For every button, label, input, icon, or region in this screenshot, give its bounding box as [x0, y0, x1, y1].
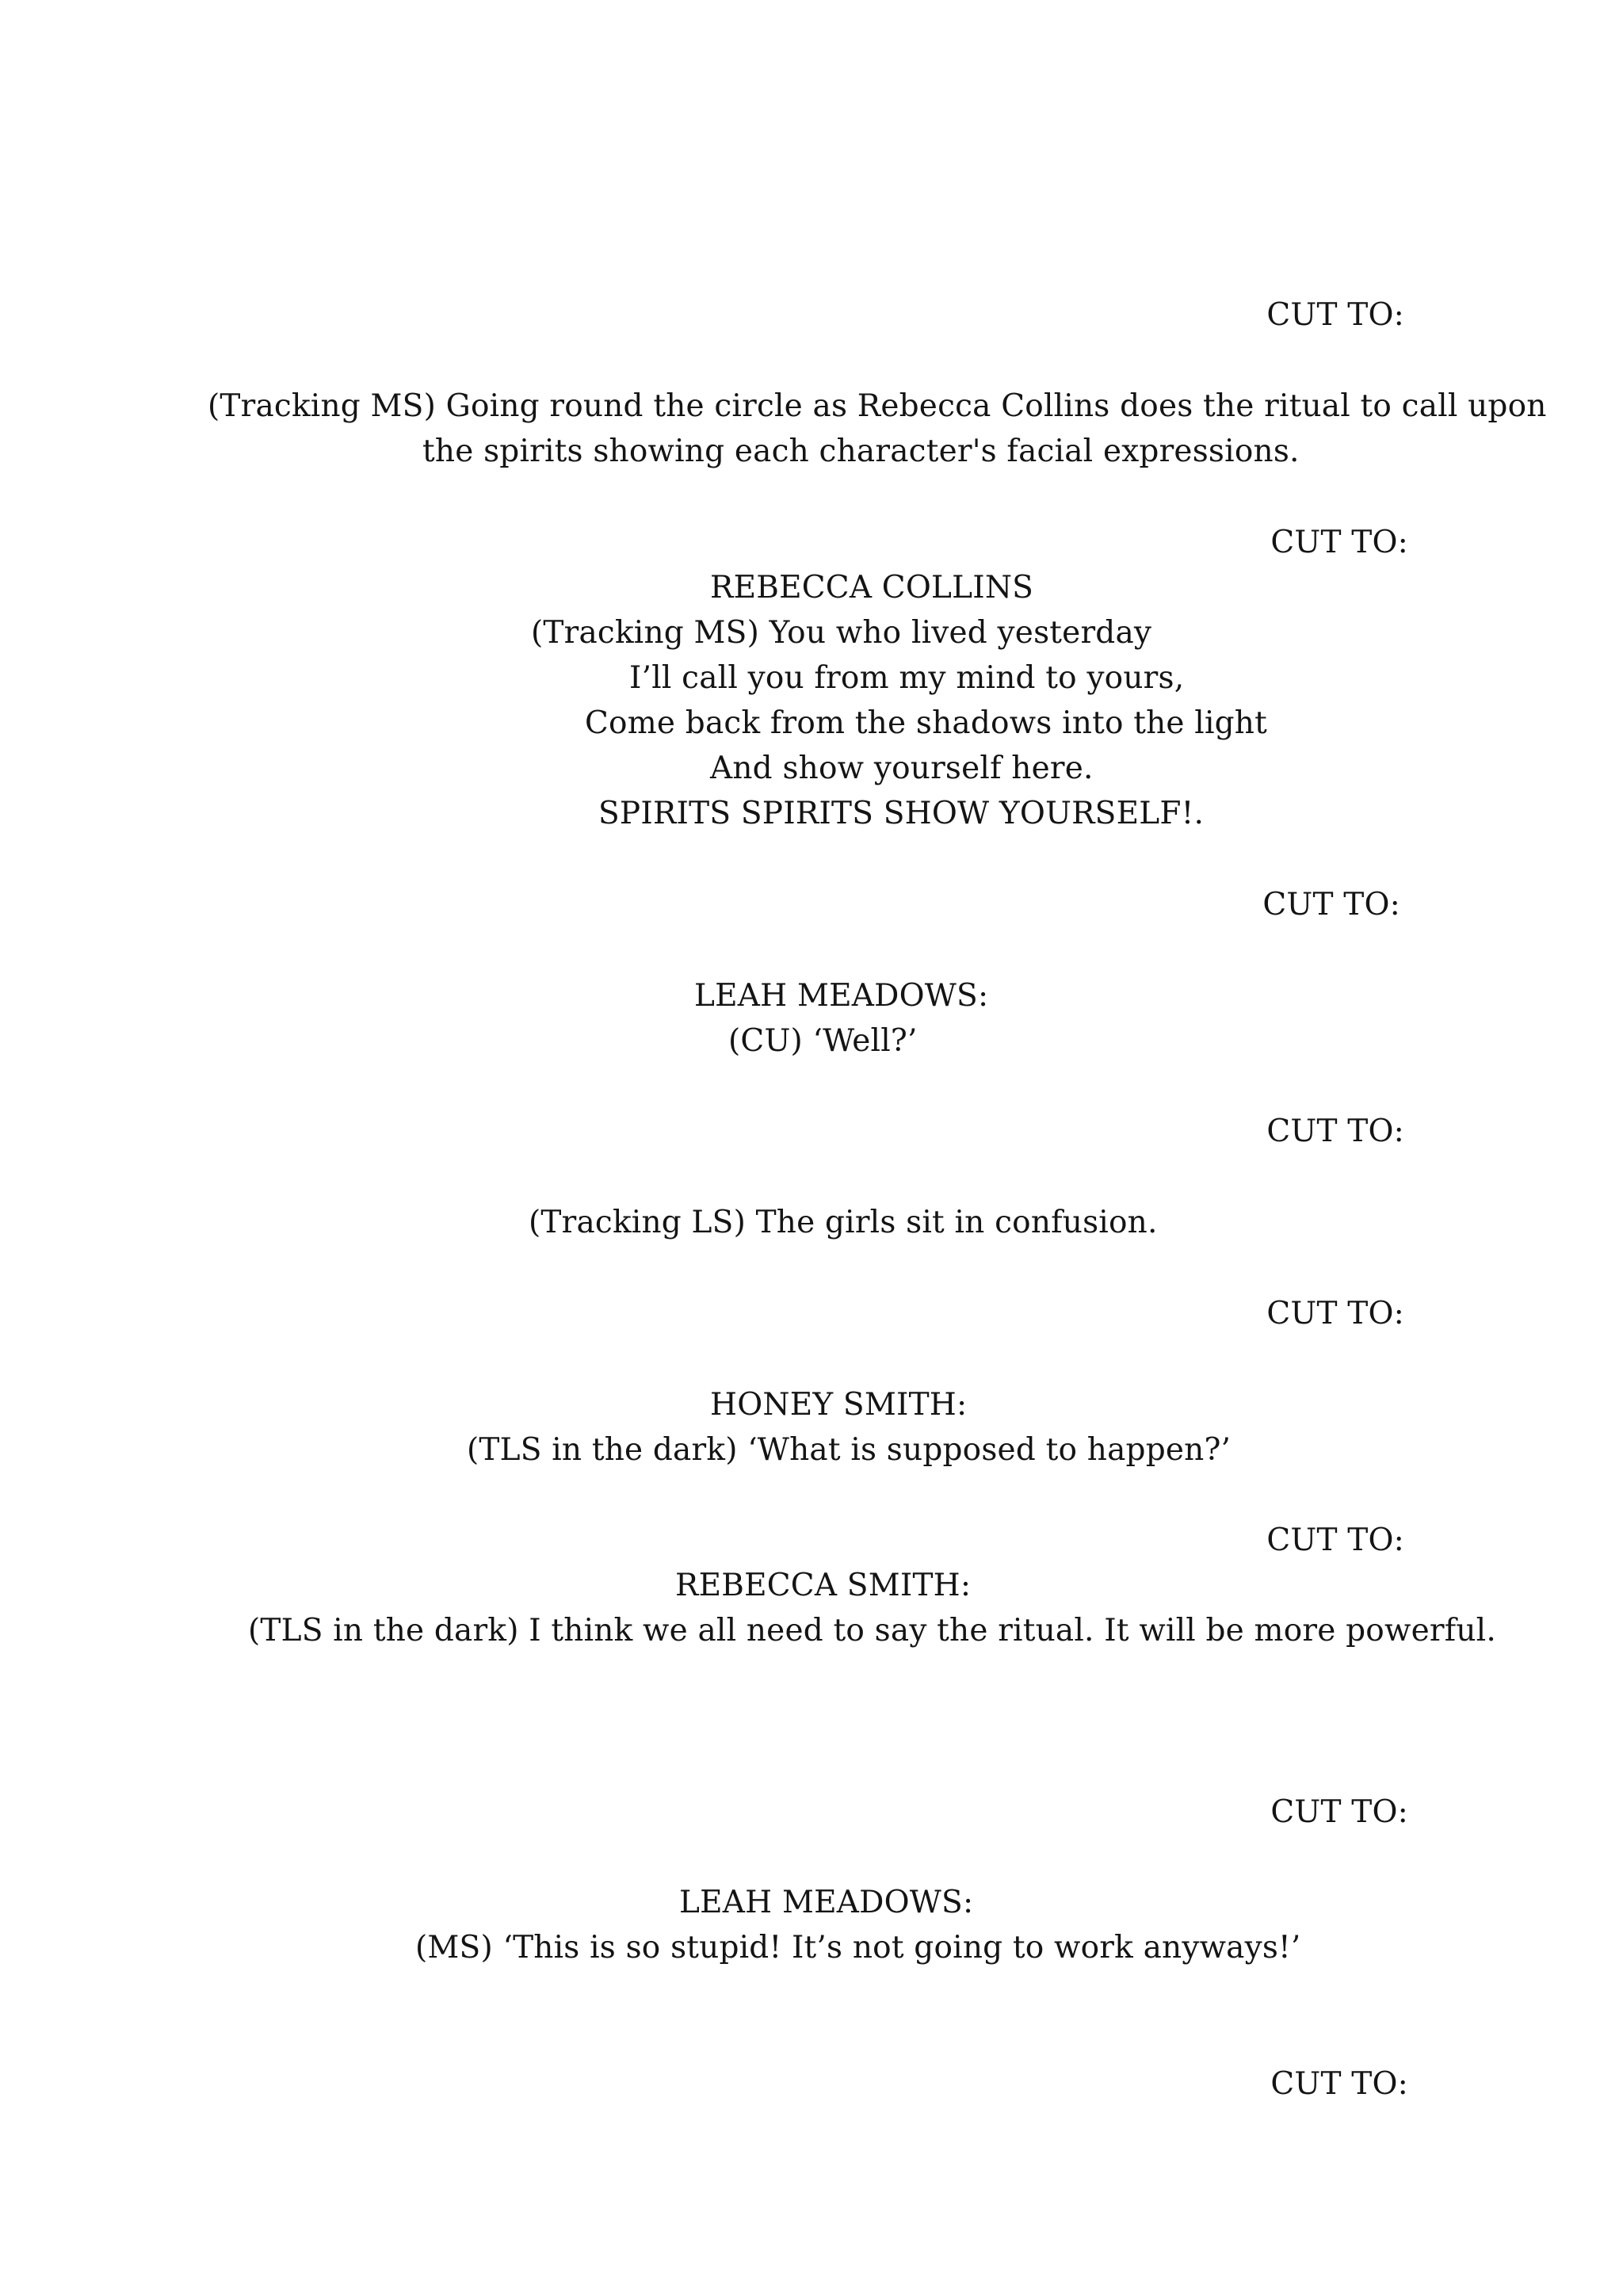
dialogue-line: And show yourself here.: [710, 751, 1094, 786]
transition-cut-to: CUT TO:: [1266, 297, 1404, 333]
character-name: LEAH MEADOWS:: [679, 1885, 974, 1920]
dialogue-line: SPIRITS SPIRITS SHOW YOURSELF!.: [598, 796, 1205, 831]
transition-cut-to: CUT TO:: [1270, 525, 1408, 560]
dialogue-line: Come back from the shadows into the light: [585, 705, 1268, 741]
dialogue-line: (MS) ‘This is so stupid! It’s not going to work anyways!’: [415, 1930, 1301, 1966]
action-line: (Tracking MS) Going round the circle as Rebecca Collins does the ritual to call upon: [208, 388, 1547, 424]
dialogue-line: I’ll call you from my mind to yours,: [629, 660, 1185, 696]
transition-cut-to: CUT TO:: [1266, 1296, 1404, 1331]
dialogue-line: (TLS in the dark) I think we all need to say the ritual. It will be more powerful.: [248, 1613, 1496, 1648]
dialogue-line: (TLS in the dark) ‘What is supposed to happen?’: [467, 1432, 1232, 1468]
action-line: the spirits showing each character's facial expressions.: [422, 434, 1300, 469]
transition-cut-to: CUT TO:: [1262, 887, 1400, 923]
character-name: HONEY SMITH:: [710, 1387, 968, 1423]
transition-cut-to: CUT TO:: [1270, 2066, 1408, 2102]
transition-cut-to: CUT TO:: [1270, 1794, 1408, 1830]
transition-cut-to: CUT TO:: [1266, 1114, 1404, 1149]
transition-cut-to: CUT TO:: [1266, 1522, 1404, 1558]
character-name: REBECCA SMITH:: [675, 1568, 972, 1603]
character-name: LEAH MEADOWS:: [694, 978, 989, 1014]
dialogue-line: (CU) ‘Well?’: [728, 1023, 918, 1059]
dialogue-line: (Tracking MS) You who lived yesterday: [531, 615, 1152, 651]
character-name: REBECCA COLLINS: [710, 570, 1034, 606]
action-line: (Tracking LS) The girls sit in confusion.: [529, 1205, 1158, 1240]
